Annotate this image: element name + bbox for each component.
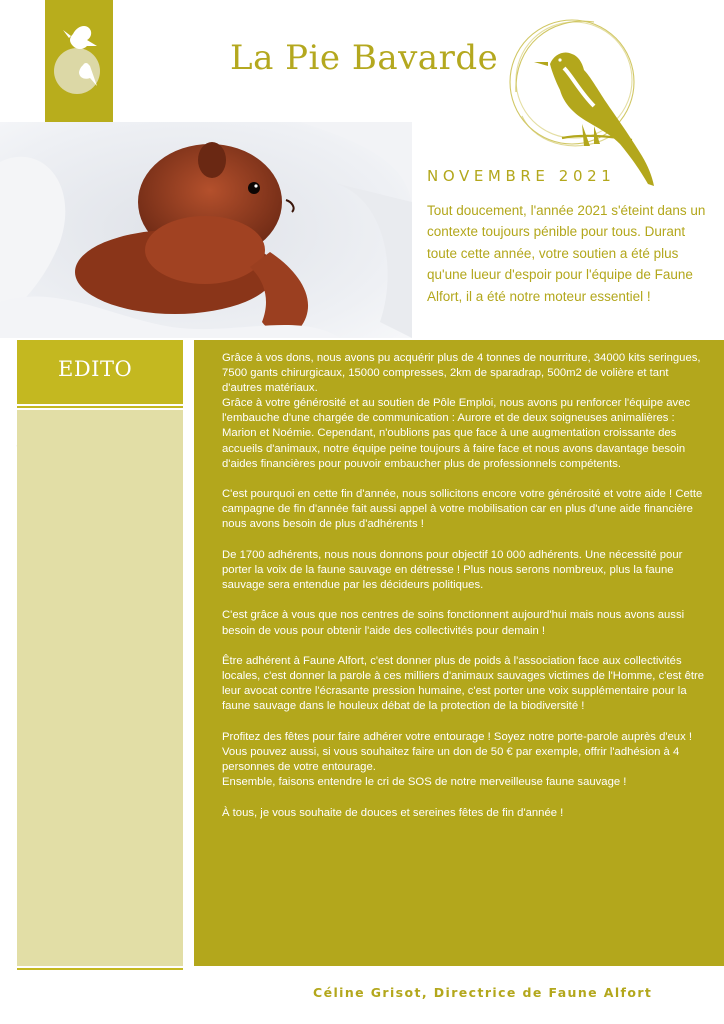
newsletter-title: La Pie Bavarde (230, 38, 499, 78)
magpie-illustration-icon (502, 6, 664, 192)
edito-paragraph-6: Profitez des fêtes pour faire adhérer votre entourage ! Soyez notre porte-parole auprès d'eux ! Vous pouvez aussi, si vous souhaitez faire un don de 50 € par exemple, offrir l'adhésion à 4 personnes de votre entourage. Ensemble, faisons entendre le cri de SOS de notre merveilleuse faune sauvage ! (222, 730, 692, 789)
edito-label: EDITO (58, 357, 133, 381)
edito-paragraph-7: À tous, je vous souhaite de douces et sereines fêtes de fin d'année ! (222, 806, 564, 819)
logo-box (45, 0, 113, 123)
edito-paragraph-4: C'est grâce à vous que nos centres de soins fonctionnent aujourd'hui mais nous avons aussi besoin de vous pour obtenir l'aide des collectivités pour demain ! (222, 609, 685, 637)
signature: Céline Grisot, Directrice de Faune Alfort (313, 985, 653, 1000)
sidebar-panel (17, 410, 183, 966)
edito-body-text (222, 351, 706, 836)
photo-image (0, 122, 412, 338)
bird-logo-icon (53, 20, 105, 94)
squirrel-photo (0, 122, 412, 338)
sidebar-divider (17, 406, 183, 408)
edito-paragraph-2: C'est pourquoi en cette fin d'année, nous sollicitons encore votre générosité et votre aide ! Cette campagne de fin d'année fait aussi appel à votre mobilisation car en plus d'une aide financière nous avons besoin de plus d'adhérents ! (222, 488, 703, 531)
intro-text: Tout doucement, l'année 2021 s'éteint dans un contexte toujours pénible pour tous. Durant toute cette année, votre soutien a été plus qu'une lueur d'espoir pour l'équipe de Faune Alfort, il a été notre moteur essentiel ! (427, 203, 706, 304)
sidebar-bottom-divider (17, 968, 183, 970)
edito-paragraph-3: De 1700 adhérents, nous nous donnons pour objectif 10 000 adhérents. Une nécessité pour porter la voix de la faune sauvage en détresse ! Plus nous serons nombreux, plus la faune sauvage sera entendue par les décideurs politiques. (222, 548, 683, 591)
edito-paragraph-1: Grâce à vos dons, nous avons pu acquérir plus de 4 tonnes de nourriture, 34000 kits seringues, 7500 gants chirurgicaux, 15000 compresses, 2km de sparadrap, 500m2 de volière et tant d'autres matériaux. Grâce à votre générosité et au soutien de Pôle Emploi, nous avons pu renforcer l'équipe avec l'embauche d'une chargée de communication : Aurore et de deux soigneuses animalières : Marion et Noémie. Cependant, n'oublions pas que face à une augmentation croissante des accueils d'animaux, notre équipe peine toujours à faire face et nous avons davantage besoin d'aides financières pour pouvoir embaucher plus de professionnels compétents. (222, 352, 701, 470)
issue-month: NOVEMBRE 2021 (427, 167, 616, 185)
edito-paragraph-5: Être adhérent à Faune Alfort, c'est donner plus de poids à l'association face aux collectivités locales, c'est donner la parole à ces milliers d'animaux sauvages victimes de l'Homme, c'est être leur avocat contre l'écrasante pression humaine, c'est porter une voix supplémentaire pour la faune sauvage dans le houleux débat de la protection de la biodiversité ! (222, 655, 705, 713)
